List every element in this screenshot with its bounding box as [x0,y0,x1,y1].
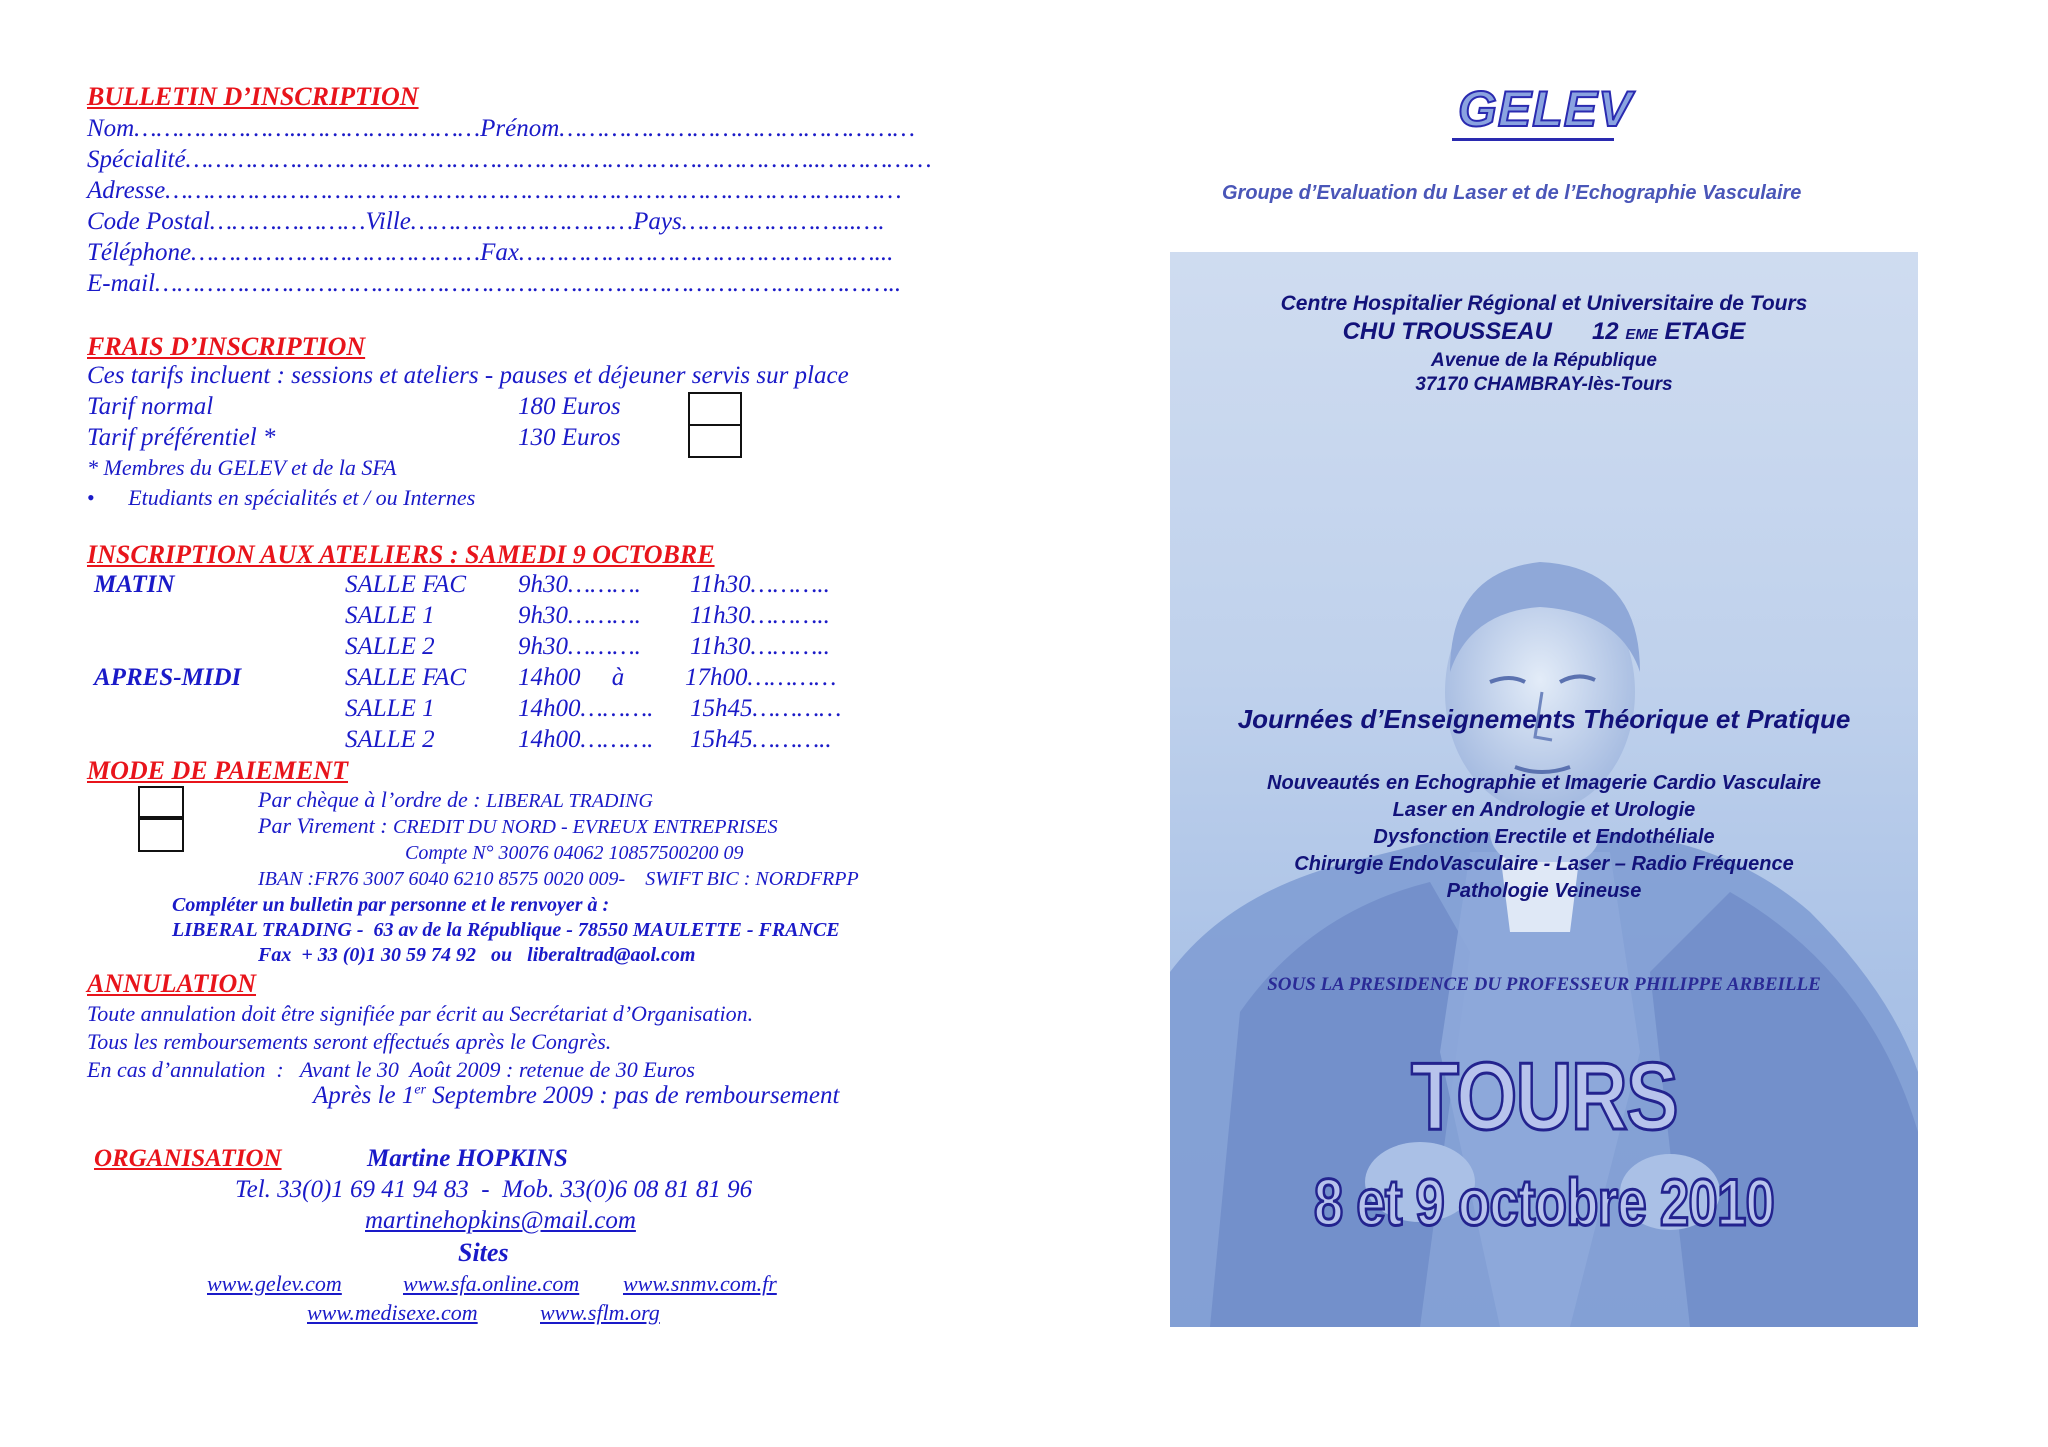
gelev-logo: GELEV [1458,81,1633,137]
field-email[interactable]: E-mail……………………………………………………………………………………….. [87,270,902,297]
atelier-time-start[interactable]: 14h00 à [518,664,625,691]
annulation-l4-sup: er [414,1082,427,1098]
topic-4: Chirurgie EndoVasculaire - Laser – Radio Fréquence [1294,853,1794,875]
atelier-time-end[interactable]: 15h45………… [690,695,842,722]
site-link-gelev[interactable]: www.gelev.com [207,1271,342,1296]
chu-l2c: ETAGE [1657,318,1746,345]
annulation-line-4 [313,1082,839,1110]
annulation-l4-pre: Après le 1 [313,1082,415,1109]
paiement-title: MODE DE PAIEMENT [87,756,349,785]
atelier-salle: SALLE 2 [345,633,435,660]
compte-line: Compte N° 30076 04062 10857500200 09 [405,842,744,864]
bullet-icon: • [87,485,95,510]
atelier-time-start[interactable]: 9h30………. [518,633,641,660]
frais-bullet [87,485,475,511]
tarif-pref-checkbox[interactable] [688,424,742,458]
annulation-line-2: Tous les remboursements seront effectués après le Congrès. [87,1029,612,1054]
annulation-line-1: Toute annulation doit être signifiée par écrit au Secrétariat d’Organisation. [87,1001,754,1026]
cover-panel [1170,252,1918,1327]
date-title: 8 et 9 octobre 2010 [1313,1165,1775,1239]
iban-line: IBAN :FR76 3007 6040 6210 8575 0020 009- SWIFT BIC : NORDFRPP [258,868,859,890]
atelier-time-end[interactable]: 15h45……….. [690,726,832,753]
field-specialite[interactable]: Spécialité…………………………………………………………………………..…………… [87,146,932,173]
field-nom[interactable]: Nom…………………..……………………Prénom………………………………………… [87,115,915,142]
atelier-salle: SALLE 1 [345,602,435,629]
tarif-normal-price: 180 Euros [518,393,621,420]
atelier-salle: SALLE FAC [345,664,467,691]
tarif-normal-checkbox[interactable] [688,392,742,426]
frais-intro: Ces tarifs incluent : sessions et ateliers - pauses et déjeuner servis sur place [87,362,849,389]
atelier-time-end[interactable]: 11h30……….. [690,633,830,660]
atelier-time-start[interactable]: 9h30………. [518,571,641,598]
annulation-line-3: En cas d’annulation : Avant le 30 Août 2009 : retenue de 30 Euros [87,1057,695,1082]
matin-label: MATIN [94,571,175,598]
chu-line-3: Avenue de la République [1431,350,1657,371]
organisation-email-link[interactable]: martinehopkins@mail.com [365,1207,636,1234]
tarif-pref-label: Tarif préférentiel * [87,424,276,451]
atelier-time-end[interactable]: 11h30……….. [690,571,830,598]
presidence-line: SOUS LA PRESIDENCE DU PROFESSEUR PHILIPPE ARBEILLE [1267,974,1821,995]
topic-2: Laser en Andrologie et Urologie [1392,799,1696,821]
fax-line: Fax + 33 (0)1 30 59 74 92 ou liberaltrad@aol.com [258,944,696,966]
topic-1: Nouveautés en Echographie et Imagerie Cardio Vasculaire [1267,772,1821,794]
field-telephone[interactable]: Téléphone…………………………………Fax…………………………………………... [87,239,894,266]
adresse-line: LIBERAL TRADING - 63 av de la République - 78550 MAULETTE - FRANCE [172,919,840,941]
tarif-pref-price: 130 Euros [518,424,621,451]
gelev-subtitle: Groupe d’Evaluation du Laser et de l’Echographie Vasculaire [1222,182,1802,204]
chu-l2a: CHU TROUSSEAU 12 [1342,318,1626,345]
field-adresse[interactable]: Adresse…………….…………………………………………………………………...…… [87,177,902,204]
ateliers-title: INSCRIPTION AUX ATELIERS : SAMEDI 9 OCTOBRE [87,540,715,569]
frais-title: FRAIS D’INSCRIPTION [87,332,366,361]
site-link-sflm[interactable]: www.sflm.org [540,1300,660,1325]
atelier-time-end[interactable]: 17h00………… [685,664,837,691]
cheque-checkbox[interactable] [138,786,184,818]
site-link-snmv[interactable]: www.snmv.com.fr [623,1271,777,1296]
chu-l2b: EME [1625,326,1658,343]
atelier-salle: SALLE 2 [345,726,435,753]
logo-underline [1452,138,1614,141]
topic-3: Dysfonction Erectile et Endothéliale [1373,826,1715,848]
frais-note: * Membres du GELEV et de la SFA [87,455,397,480]
atelier-salle: SALLE FAC [345,571,467,598]
annulation-title: ANNULATION [87,969,257,998]
virement-value: CREDIT DU NORD - EVREUX ENTREPRISES [393,816,778,838]
atelier-time-start[interactable]: 9h30………. [518,602,641,629]
tarif-normal-label: Tarif normal [87,393,214,420]
sites-title: Sites [458,1238,509,1267]
chu-line-4: 37170 CHAMBRAY-lès-Tours [1415,374,1673,395]
annulation-l4-post: Septembre 2009 : pas de remboursement [426,1082,840,1109]
topic-5: Pathologie Veineuse [1446,880,1642,902]
cheque-prefix: Par chèque à l’ordre de : [258,787,487,812]
organisation-title: ORGANISATION [94,1145,282,1172]
organisation-tel: Tel. 33(0)1 69 41 94 83 - Mob. 33(0)6 08 81 81 96 [235,1176,753,1203]
field-code-postal[interactable]: Code Postal…………………Ville…………………………Pays…………………...…. [87,208,885,235]
site-link-sfa[interactable]: www.sfa.online.com [403,1271,580,1296]
chu-line-1: Centre Hospitalier Régional et Universitaire de Tours [1280,292,1808,315]
organisation-name: Martine HOPKINS [367,1145,568,1172]
bulletin-title: BULLETIN D’INSCRIPTION [87,82,419,111]
chu-line-2 [1170,318,1918,346]
atelier-salle: SALLE 1 [345,695,435,722]
apresmidi-label: APRES-MIDI [94,664,242,691]
frais-bullet-text: Etudiants en spécialités et / ou Internes [128,485,476,510]
cheque-value: LIBERAL TRADING [486,790,653,812]
site-link-medisexe[interactable]: www.medisexe.com [307,1300,478,1325]
virement-line [258,813,778,839]
virement-prefix: Par Virement : [258,813,394,838]
atelier-time-end[interactable]: 11h30……….. [690,602,830,629]
virement-checkbox[interactable] [138,818,184,852]
atelier-time-start[interactable]: 14h00………. [518,726,654,753]
journees-title: Journées d’Enseignements Théorique et Pratique [1237,704,1851,734]
city-title: TOURS [1411,1043,1677,1150]
cheque-line [258,787,653,813]
completer-line: Compléter un bulletin par personne et le renvoyer à : [172,894,610,916]
atelier-time-start[interactable]: 14h00………. [518,695,654,722]
